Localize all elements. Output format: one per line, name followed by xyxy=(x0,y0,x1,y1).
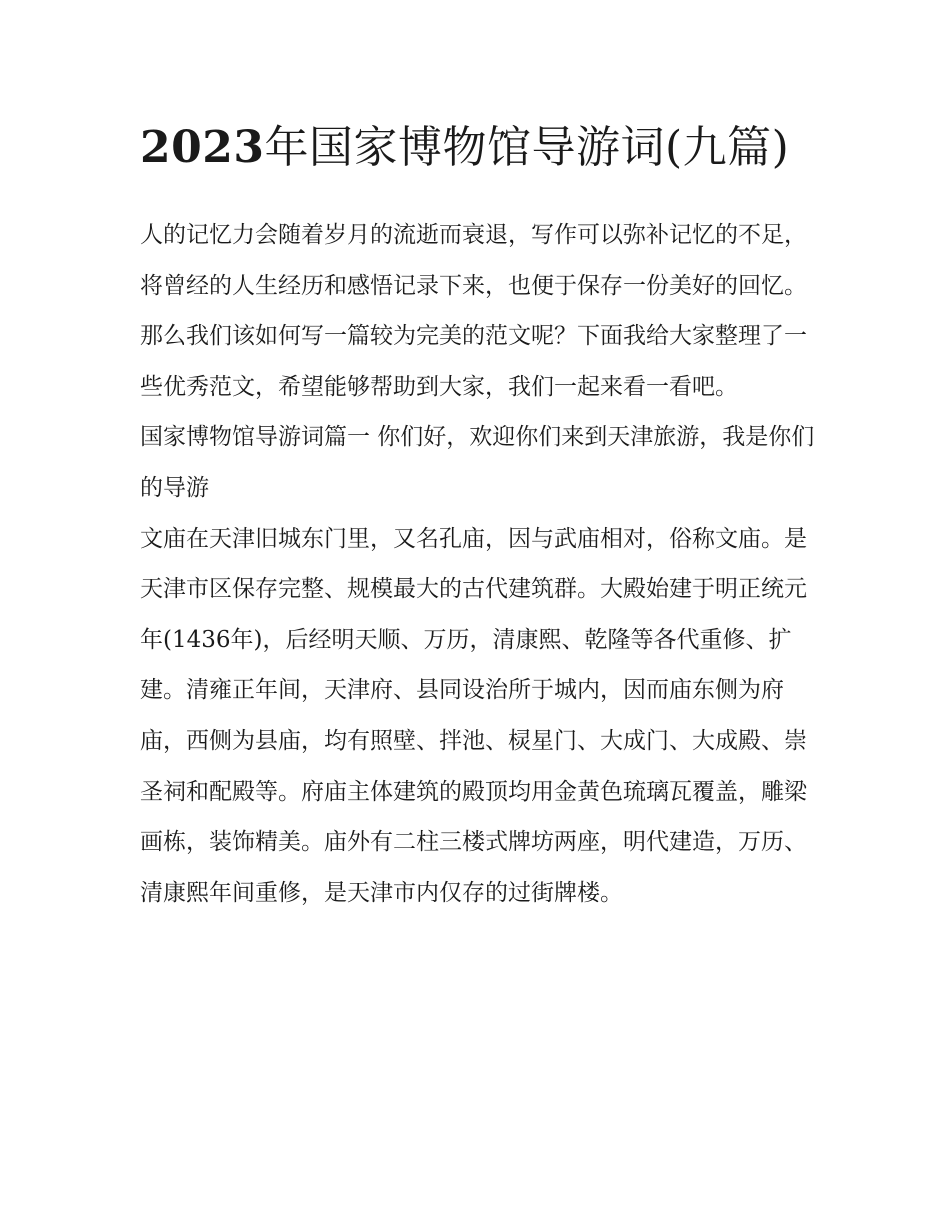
title-text: 年国家博物馆导游词(九篇) xyxy=(264,122,790,173)
body-paragraph: 文庙在天津旧城东门里，又名孔庙，因与武庙相对，俗称文庙。是天津市区保存完整、规模最大的古代建筑群。大殿始建于明正统元年(1436年)，后经明天顺、万历，清康熙、乾隆等各代重修、扩建。清雍正年间，天津府、县同设治所于城内，因而庙东侧为府庙，西侧为县庙，均有照壁、拌池、棂星门、大成门、大成殿、崇圣祠和配殿等。府庙主体建筑的殿顶均用金黄色琉璃瓦覆盖，雕梁画栋，装饰精美。庙外有二柱三楼式牌坊两座，明代建造，万历、清康熙年间重修，是天津市内仅存的过街牌楼。 xyxy=(140,525,807,906)
title-year: 2023 xyxy=(140,122,265,173)
intro-paragraph: 人的记忆力会随着岁月的流逝而衰退，写作可以弥补记忆的不足，将曾经的人生经历和感悟记录下来，也便于保存一份美好的回忆。那么我们该如何写一篇较为完美的范文呢？下面我给大家整理了一些优秀范文，希望能够帮助到大家，我们一起来看一看吧。 xyxy=(140,222,807,400)
document-title xyxy=(140,112,815,184)
document-page xyxy=(140,112,815,918)
section-heading-paragraph: 国家博物馆导游词篇一 你们好，欢迎你们来到天津旅游，我是你们的导游 xyxy=(140,424,815,501)
